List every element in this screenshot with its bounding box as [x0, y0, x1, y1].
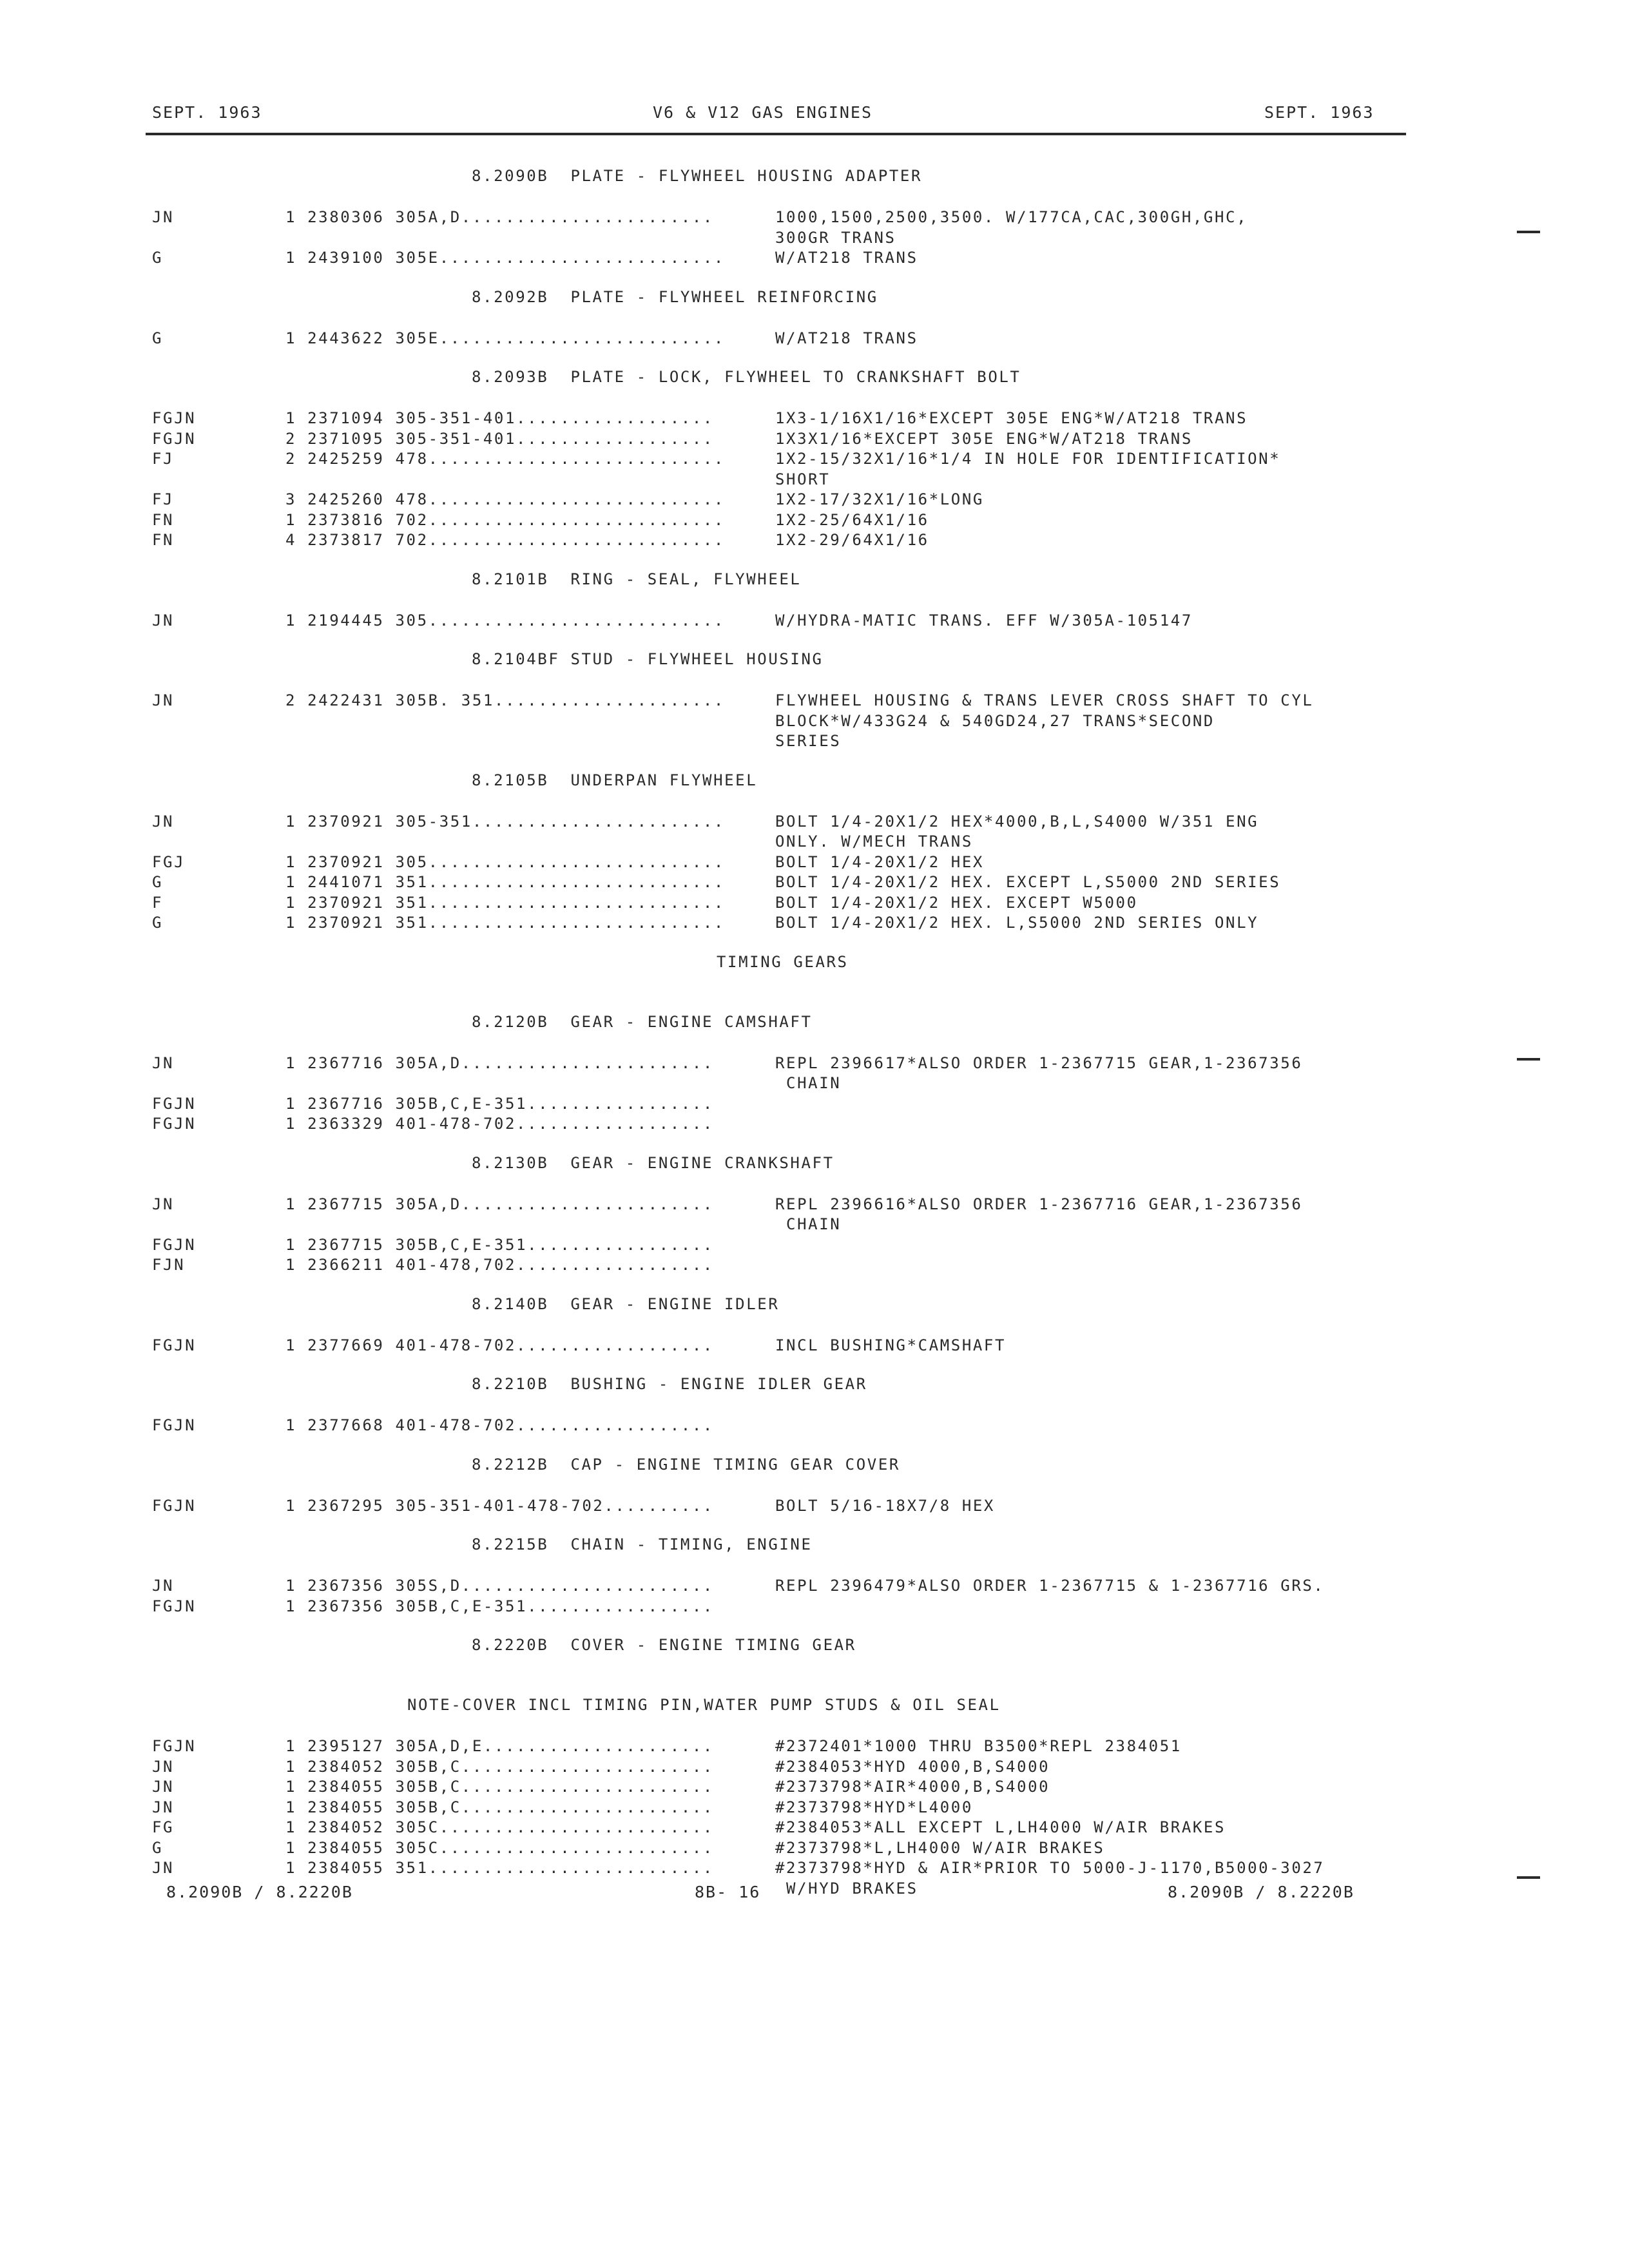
- model-code: G: [152, 914, 164, 932]
- description-text: W/HYDRA-MATIC TRANS. EFF W/305A-105147: [775, 611, 1193, 629]
- model-code: JN: [152, 812, 175, 831]
- description-text: REPL 2396616*ALSO ORDER 1-2367716 GEAR,1-2367356: [775, 1195, 1303, 1213]
- model-code: JN: [152, 1859, 175, 1877]
- model-code: JN: [152, 1798, 175, 1816]
- margin-mark: [1517, 231, 1540, 233]
- footer-range-right: 8.2090B / 8.2220B: [1168, 1883, 1354, 1901]
- description-text: #2384053*ALL EXCEPT L,LH4000 W/AIR BRAKES: [775, 1818, 1226, 1836]
- model-code: JN: [152, 1053, 175, 1072]
- description-text: 1X2-25/64X1/16: [775, 510, 929, 529]
- model-code: FGJN: [152, 1235, 197, 1254]
- part-number: 1 2384055 305C.........................: [285, 1838, 714, 1857]
- description-text: INCL BUSHING*CAMSHAFT: [775, 1336, 1007, 1354]
- model-code: JN: [152, 1778, 175, 1796]
- description-text: BOLT 1/4-20X1/2 HEX. L,S5000 2ND SERIES ONLY: [775, 914, 1259, 932]
- section-heading: 8.2093B PLATE - LOCK, FLYWHEEL TO CRANKSHAFT BOLT: [472, 368, 1021, 386]
- description-text: 1000,1500,2500,3500. W/177CA,CAC,300GH,GHC,: [775, 208, 1248, 226]
- margin-mark: [1517, 1876, 1540, 1879]
- part-number: 1 2367716 305A,D.......................: [285, 1053, 714, 1072]
- description-text: CHAIN: [775, 1215, 842, 1233]
- model-code: FJ: [152, 490, 175, 508]
- section-heading: 8.2210B BUSHING - ENGINE IDLER GEAR: [472, 1375, 867, 1393]
- part-number: 1 2384055 305B,C.......................: [285, 1798, 714, 1816]
- description-text: BOLT 1/4-20X1/2 HEX: [775, 852, 984, 871]
- model-code: FGJ: [152, 852, 186, 871]
- model-code: F: [152, 893, 164, 912]
- part-number: 1 2384052 305B,C.......................: [285, 1757, 714, 1776]
- part-number: 1 2370921 305...........................: [285, 852, 725, 871]
- description-text: #2384053*HYD 4000,B,S4000: [775, 1757, 1050, 1776]
- part-number: 1 2367716 305B,C,E-351.................: [285, 1094, 714, 1113]
- description-text: SERIES: [775, 732, 842, 750]
- part-number: 2 2371095 305-351-401..................: [285, 429, 714, 448]
- model-code: JN: [152, 611, 175, 629]
- model-code: JN: [152, 1195, 175, 1213]
- description-text: BOLT 1/4-20X1/2 HEX*4000,B,L,S4000 W/351 ENG: [775, 812, 1259, 831]
- model-code: JN: [152, 1757, 175, 1776]
- part-number: 2 2422431 305B. 351.....................: [285, 691, 725, 709]
- part-number: 1 2441071 351...........................: [285, 873, 725, 891]
- model-code: G: [152, 249, 164, 267]
- description-text: REPL 2396479*ALSO ORDER 1-2367715 & 1-2367716 GRS.: [775, 1577, 1325, 1595]
- part-number: 1 2366211 401-478,702..................: [285, 1256, 714, 1274]
- section-note: NOTE-COVER INCL TIMING PIN,WATER PUMP STUDS & OIL SEAL: [407, 1696, 1001, 1714]
- header-title: V6 & V12 GAS ENGINES: [653, 103, 873, 122]
- section-heading: 8.2090B PLATE - FLYWHEEL HOUSING ADAPTER: [472, 167, 923, 185]
- part-number: 4 2373817 702...........................: [285, 531, 725, 549]
- description-text: 1X2-29/64X1/16: [775, 531, 929, 549]
- part-number: 1 2373816 702...........................: [285, 510, 725, 529]
- part-number: 1 2377669 401-478-702..................: [285, 1336, 714, 1354]
- part-number: 1 2380306 305A,D.......................: [285, 208, 714, 226]
- part-number: 3 2425260 478...........................: [285, 490, 725, 508]
- part-number: 1 2367295 305-351-401-478-702..........: [285, 1496, 714, 1515]
- description-text: 1X3X1/16*EXCEPT 305E ENG*W/AT218 TRANS: [775, 429, 1193, 448]
- section-heading: 8.2130B GEAR - ENGINE CRANKSHAFT: [472, 1153, 834, 1172]
- model-code: FN: [152, 510, 175, 529]
- section-heading: 8.2220B COVER - ENGINE TIMING GEAR: [472, 1636, 856, 1654]
- description-text: #2373798*AIR*4000,B,S4000: [775, 1778, 1050, 1796]
- model-code: FJ: [152, 450, 175, 468]
- model-code: FGJN: [152, 1115, 197, 1133]
- model-code: FGJN: [152, 1416, 197, 1434]
- description-text: FLYWHEEL HOUSING & TRANS LEVER CROSS SHAFT TO CYL: [775, 691, 1314, 709]
- description-text: BOLT 5/16-18X7/8 HEX: [775, 1496, 995, 1515]
- model-code: FGJN: [152, 1094, 197, 1113]
- margin-mark: [1517, 1058, 1540, 1061]
- header-date-left: SEPT. 1963: [152, 103, 262, 122]
- header-rule: [146, 133, 1406, 135]
- model-code: FN: [152, 531, 175, 549]
- part-number: 1 2194445 305...........................: [285, 611, 725, 629]
- description-text: ONLY. W/MECH TRANS: [775, 832, 973, 850]
- model-code: FGJN: [152, 1496, 197, 1515]
- model-code: FGJN: [152, 1336, 197, 1354]
- part-number: 1 2370921 351...........................: [285, 914, 725, 932]
- part-number: 1 2370921 351...........................: [285, 893, 725, 912]
- description-text: REPL 2396617*ALSO ORDER 1-2367715 GEAR,1-2367356: [775, 1053, 1303, 1072]
- part-number: 2 2425259 478...........................: [285, 450, 725, 468]
- description-text: 1X2-15/32X1/16*1/4 IN HOLE FOR IDENTIFICATION*: [775, 450, 1281, 468]
- section-heading: 8.2101B RING - SEAL, FLYWHEEL: [472, 570, 802, 588]
- description-text: 1X2-17/32X1/16*LONG: [775, 490, 984, 508]
- description-text: BLOCK*W/433G24 & 540GD24,27 TRANS*SECOND: [775, 711, 1215, 730]
- part-number: 1 2377668 401-478-702..................: [285, 1416, 714, 1434]
- part-number: 1 2439100 305E..........................: [285, 249, 725, 267]
- model-code: G: [152, 329, 164, 347]
- part-number: 1 2367356 305S,D.......................: [285, 1577, 714, 1595]
- model-code: FGJN: [152, 429, 197, 448]
- footer-page-number: 8B- 16: [695, 1883, 761, 1901]
- model-code: G: [152, 873, 164, 891]
- part-number: 1 2370921 305-351.......................: [285, 812, 725, 831]
- description-text: #2373798*HYD*L4000: [775, 1798, 973, 1816]
- footer-range-left: 8.2090B / 8.2220B: [166, 1883, 353, 1901]
- group-heading: TIMING GEARS: [717, 952, 849, 971]
- description-text: CHAIN: [775, 1074, 842, 1092]
- part-number: 1 2367356 305B,C,E-351.................: [285, 1597, 714, 1615]
- part-number: 1 2443622 305E..........................: [285, 329, 725, 347]
- description-text: SHORT: [775, 470, 831, 488]
- model-code: FGJN: [152, 1597, 197, 1615]
- description-text: W/HYD BRAKES: [775, 1879, 918, 1898]
- model-code: FGJN: [152, 1737, 197, 1755]
- part-number: 1 2384052 305C.........................: [285, 1818, 714, 1836]
- description-text: BOLT 1/4-20X1/2 HEX. EXCEPT W5000: [775, 893, 1138, 912]
- model-code: JN: [152, 1577, 175, 1595]
- part-number: 1 2395127 305A,D,E.....................: [285, 1737, 714, 1755]
- part-number: 1 2367715 305A,D.......................: [285, 1195, 714, 1213]
- section-heading: 8.2104BF STUD - FLYWHEEL HOUSING: [472, 650, 824, 668]
- part-number: 1 2384055 305B,C.......................: [285, 1778, 714, 1796]
- description-text: W/AT218 TRANS: [775, 329, 918, 347]
- model-code: FGJN: [152, 409, 197, 427]
- model-code: JN: [152, 208, 175, 226]
- description-text: #2372401*1000 THRU B3500*REPL 2384051: [775, 1737, 1182, 1755]
- part-number: 1 2384055 351..........................: [285, 1859, 714, 1877]
- model-code: JN: [152, 691, 175, 709]
- description-text: BOLT 1/4-20X1/2 HEX. EXCEPT L,S5000 2ND SERIES: [775, 873, 1281, 891]
- header-date-right: SEPT. 1963: [1264, 103, 1374, 122]
- model-code: G: [152, 1838, 164, 1857]
- section-heading: 8.2105B UNDERPAN FLYWHEEL: [472, 771, 758, 789]
- section-heading: 8.2140B GEAR - ENGINE IDLER: [472, 1294, 780, 1313]
- description-text: 1X3-1/16X1/16*EXCEPT 305E ENG*W/AT218 TRANS: [775, 409, 1248, 427]
- section-heading: 8.2120B GEAR - ENGINE CAMSHAFT: [472, 1012, 813, 1031]
- description-text: #2373798*HYD & AIR*PRIOR TO 5000-J-1170,B5000-3027: [775, 1859, 1325, 1877]
- part-number: 1 2371094 305-351-401..................: [285, 409, 714, 427]
- description-text: W/AT218 TRANS: [775, 249, 918, 267]
- model-code: FG: [152, 1818, 175, 1836]
- model-code: FJN: [152, 1256, 186, 1274]
- part-number: 1 2367715 305B,C,E-351.................: [285, 1235, 714, 1254]
- part-number: 1 2363329 401-478-702..................: [285, 1115, 714, 1133]
- section-heading: 8.2092B PLATE - FLYWHEEL REINFORCING: [472, 287, 878, 306]
- description-text: 300GR TRANS: [775, 228, 896, 247]
- section-heading: 8.2215B CHAIN - TIMING, ENGINE: [472, 1535, 813, 1553]
- description-text: #2373798*L,LH4000 W/AIR BRAKES: [775, 1838, 1105, 1857]
- section-heading: 8.2212B CAP - ENGINE TIMING GEAR COVER: [472, 1455, 900, 1474]
